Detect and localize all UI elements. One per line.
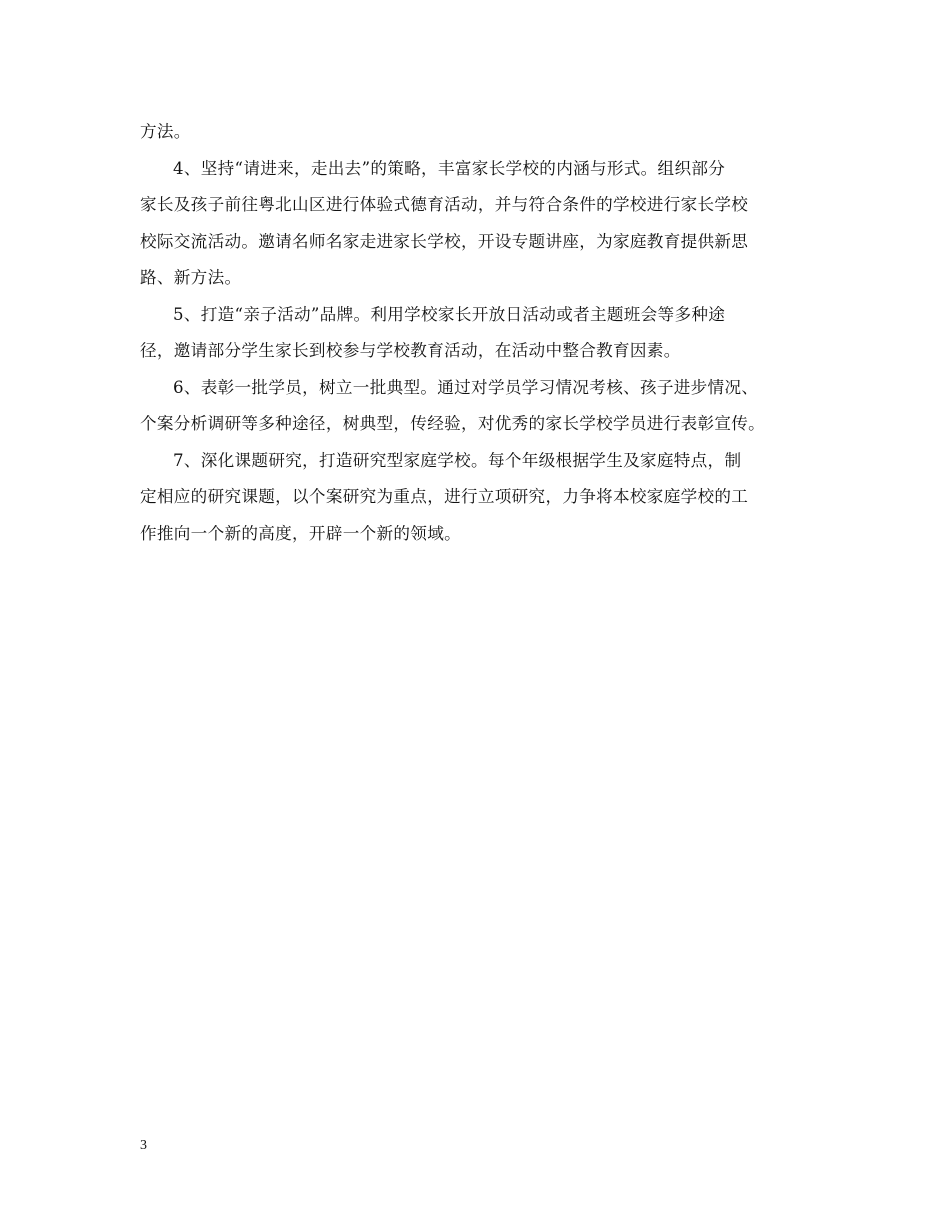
paragraph-item-5-line-1: 5、打造“亲子活动”品牌。利用学校家长开放日活动或者主题班会等多种途: [173, 304, 726, 324]
page-number: 3: [140, 1138, 147, 1153]
paragraph-item-4-line-2: 家长及孩子前往粤北山区进行体验式德育活动，并与符合条件的学校进行家长学校: [140, 195, 749, 214]
paragraph-item-7-line-3: 作推向一个新的高度，开辟一个新的领域。: [140, 523, 461, 543]
paragraph-item-6-line-1: 6、表彰一批学员，树立一批典型。通过对学员学习情况考核、孩子进步情况、: [173, 377, 759, 397]
text-line: 方法。: [140, 122, 191, 141]
document-body: [140, 114, 820, 552]
paragraph-item-7-line-2: 定相应的研究课题，以个案研究为重点，进行立项研究，力争将本校家庭学校的工: [140, 487, 749, 506]
paragraph-item-6-line-2: 个案分析调研等多种途径，树典型，传经验，对优秀的家长学校学员进行表彰宣传。: [140, 414, 766, 433]
paragraph-item-5-line-2: 径，邀请部分学生家长到校参与学校教育活动，在活动中整合教育因素。: [140, 341, 681, 360]
paragraph-item-7-line-1: 7、深化课题研究，打造研究型家庭学校。每个年级根据学生及家庭特点，制: [173, 450, 742, 470]
paragraph-item-4-line-1: 4、坚持“请进来，走出去”的策略，丰富家长学校的内涵与形式。组织部分: [173, 158, 726, 178]
paragraph-item-4-line-3: 校际交流活动。邀请名师名家走进家长学校，开设专题讲座，为家庭教育提供新思: [140, 231, 749, 251]
paragraph-item-4-line-4: 路、新方法。: [140, 268, 242, 287]
